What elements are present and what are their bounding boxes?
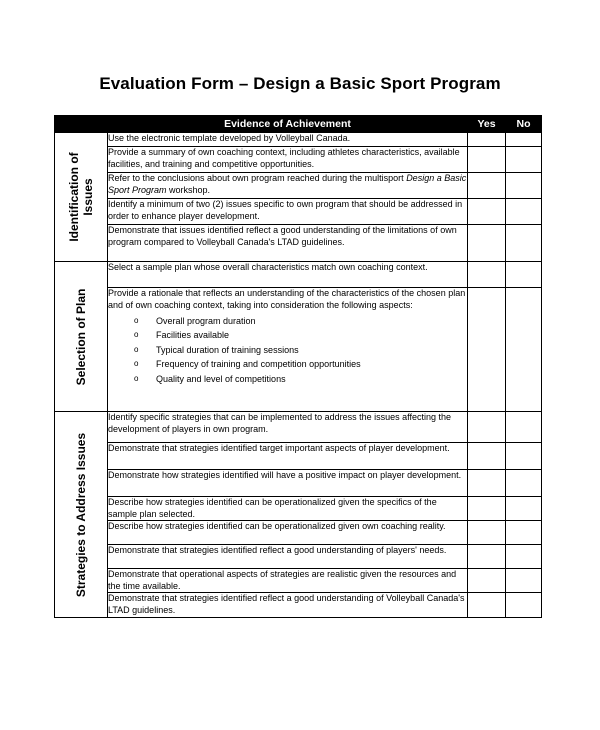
no-checkbox[interactable]: [506, 470, 542, 497]
section-label-line: Issues: [81, 178, 95, 216]
table-row: [55, 443, 542, 470]
yes-checkbox[interactable]: [468, 569, 506, 593]
no-checkbox[interactable]: [506, 593, 542, 618]
no-checkbox[interactable]: [506, 262, 542, 288]
yes-checkbox[interactable]: [468, 412, 506, 443]
evaluation-table: [54, 115, 542, 618]
evidence-cell: Demonstrate that issues identified reflect a good understanding of the limitations of own program compared to Volleyball Canada's LTAD guidelines.: [108, 225, 468, 262]
bullet-icon: o: [134, 344, 139, 354]
no-checkbox[interactable]: [506, 521, 542, 545]
evidence-cell: Demonstrate that strategies identified reflect a good understanding of Volleyball Canada's LTAD guidelines.: [108, 593, 468, 618]
header-blank: [55, 116, 108, 133]
evidence-cell: Demonstrate that strategies identified reflect a good understanding of players' needs.: [108, 545, 468, 569]
yes-checkbox[interactable]: [468, 262, 506, 288]
table-row: [55, 412, 542, 443]
evidence-cell: Describe how strategies identified can be operationalized given the specifics of the sample plan selected.: [108, 497, 468, 521]
yes-checkbox[interactable]: [468, 147, 506, 173]
section-strategies-label: [55, 412, 108, 618]
list-item: o Frequency of training and competition opportunities: [134, 357, 467, 371]
table-row: [55, 569, 542, 593]
table-row: [55, 545, 542, 569]
yes-checkbox[interactable]: [468, 443, 506, 470]
section-identification-label: [55, 133, 108, 262]
list-item: o Quality and level of competitions: [134, 372, 467, 386]
yes-checkbox[interactable]: [468, 288, 506, 412]
table-row: [55, 288, 542, 412]
table-header-row: [55, 116, 542, 133]
no-checkbox[interactable]: [506, 545, 542, 569]
yes-checkbox[interactable]: [468, 133, 506, 147]
table-row: [55, 593, 542, 618]
evidence-cell: Provide a summary of own coaching context, including athletes characteristics, available facilities, and training and competitive opportunities.: [108, 147, 468, 173]
workshop-name: Design a Basic Sport Program: [108, 173, 467, 195]
bullet-icon: o: [134, 359, 139, 369]
evidence-cell: [108, 173, 468, 199]
form-title: Evaluation Form – Design a Basic Sport Program: [99, 74, 501, 93]
table-row: [55, 133, 542, 147]
evidence-cell: Use the electronic template developed by Volleyball Canada.: [108, 133, 468, 147]
section-label-line: Selection of Plan: [74, 288, 88, 385]
yes-checkbox[interactable]: [468, 593, 506, 618]
evidence-text: workshop.: [166, 184, 211, 195]
table-row: [55, 521, 542, 545]
section-label-line: Strategies to Address Issues: [74, 432, 88, 597]
header-evidence: Evidence of Achievement: [108, 116, 468, 133]
evidence-cell: Demonstrate that strategies identified target important aspects of player development.: [108, 443, 468, 470]
table-row: [55, 262, 542, 288]
section-selection-label: [55, 262, 108, 412]
evidence-cell: Identify a minimum of two (2) issues specific to own program that should be addressed in order to enhance player development.: [108, 199, 468, 225]
rationale-text: Provide a rationale that reflects an understanding of the characteristics of the chosen plan and of own coaching context, taking into consideration the following aspects:: [108, 288, 466, 310]
evidence-cell: Demonstrate how strategies identified will have a positive impact on player development.: [108, 470, 468, 497]
yes-checkbox[interactable]: [468, 173, 506, 199]
yes-checkbox[interactable]: [468, 225, 506, 262]
no-checkbox[interactable]: [506, 443, 542, 470]
no-checkbox[interactable]: [506, 412, 542, 443]
yes-checkbox[interactable]: [468, 497, 506, 521]
table-row: [55, 470, 542, 497]
no-checkbox[interactable]: [506, 497, 542, 521]
list-item: o Facilities available: [134, 328, 467, 342]
evidence-cell: Demonstrate that operational aspects of strategies are realistic given the resources and the time available.: [108, 569, 468, 593]
bullet-icon: o: [134, 373, 139, 383]
bullet-icon: o: [134, 316, 139, 325]
no-checkbox[interactable]: [506, 288, 542, 412]
no-checkbox[interactable]: [506, 569, 542, 593]
aspects-list: [108, 314, 467, 386]
evidence-cell: Identify specific strategies that can be implemented to address the issues affecting the development of players in own program.: [108, 412, 468, 443]
no-checkbox[interactable]: [506, 199, 542, 225]
no-checkbox[interactable]: [506, 173, 542, 199]
section-label-line: Identification of: [67, 152, 81, 242]
evidence-cell: Select a sample plan whose overall characteristics match own coaching context.: [108, 262, 468, 288]
no-checkbox[interactable]: [506, 133, 542, 147]
table-row: [55, 173, 542, 199]
no-checkbox[interactable]: [506, 225, 542, 262]
list-item: o Typical duration of training sessions: [134, 343, 467, 357]
table-row: [55, 497, 542, 521]
table-row: [55, 147, 542, 173]
yes-checkbox[interactable]: [468, 470, 506, 497]
header-yes: Yes: [468, 116, 506, 133]
bullet-icon: o: [134, 330, 139, 340]
table-row: [55, 225, 542, 262]
evidence-cell: [108, 288, 468, 412]
yes-checkbox[interactable]: [468, 545, 506, 569]
table-row: [55, 199, 542, 225]
list-item: o Overall program duration: [134, 314, 467, 328]
header-no: No: [506, 116, 542, 133]
no-checkbox[interactable]: [506, 147, 542, 173]
evidence-text: Refer to the conclusions about own program reached during the multisport: [108, 173, 404, 183]
evidence-cell: Describe how strategies identified can be operationalized given own coaching reality.: [108, 521, 468, 545]
yes-checkbox[interactable]: [468, 199, 506, 225]
yes-checkbox[interactable]: [468, 521, 506, 545]
